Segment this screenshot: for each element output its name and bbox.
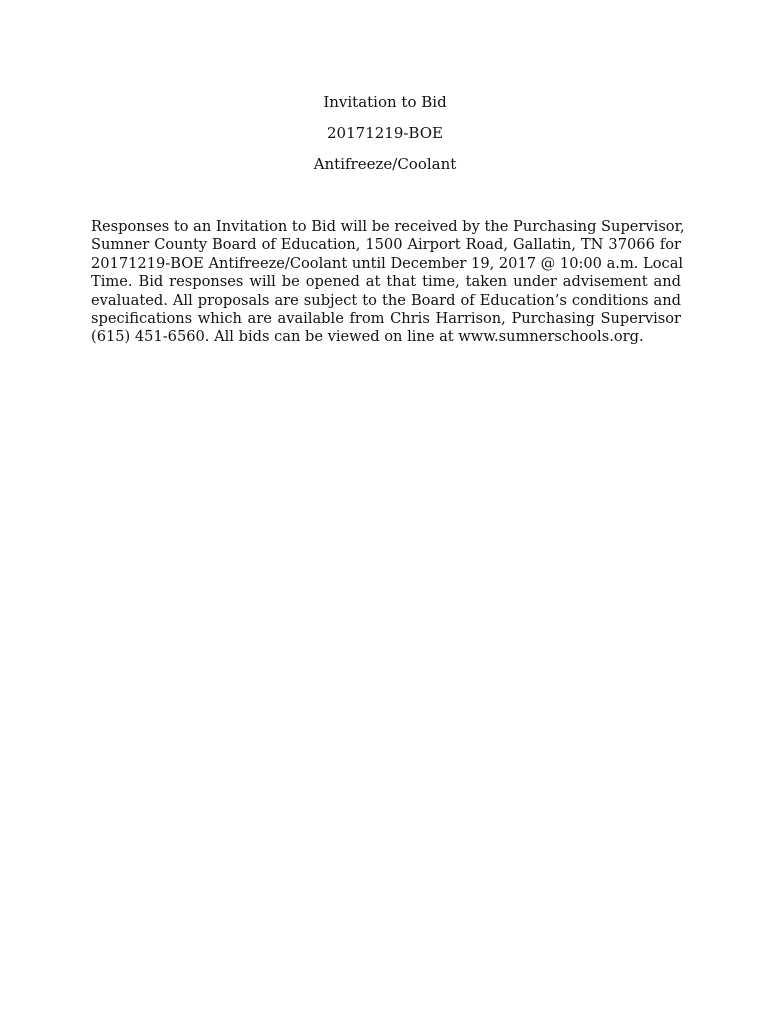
paragraph-line: Sumner County Board of Education, 1500 Airport Road, Gallatin, TN 37066 for xyxy=(91,236,681,254)
bid-number: 20171219-BOE xyxy=(327,124,443,142)
paragraph-line: specifications which are available from Chris Harrison, Purchasing Supervisor xyxy=(91,310,681,328)
document-heading xyxy=(0,92,770,185)
paragraph-line: 20171219-BOE Antifreeze/Coolant until December 19, 2017 @ 10:00 a.m. Local xyxy=(91,254,684,272)
paragraph-line: Responses to an Invitation to Bid will be received by the Purchasing Supervisor, xyxy=(91,218,685,235)
paragraph-line: Time. Bid responses will be opened at that time, taken under advisement and xyxy=(91,273,681,291)
invitation-title: Invitation to Bid xyxy=(323,93,447,111)
bid-notice-paragraph xyxy=(91,218,685,347)
paragraph-line: (615) 451-6560. All bids can be viewed on line at www.sumnerschools.org. xyxy=(91,328,644,346)
bid-item: Antifreeze/Coolant xyxy=(313,155,457,173)
paragraph-line: evaluated. All proposals are subject to the Board of Education’s conditions and xyxy=(91,291,681,309)
